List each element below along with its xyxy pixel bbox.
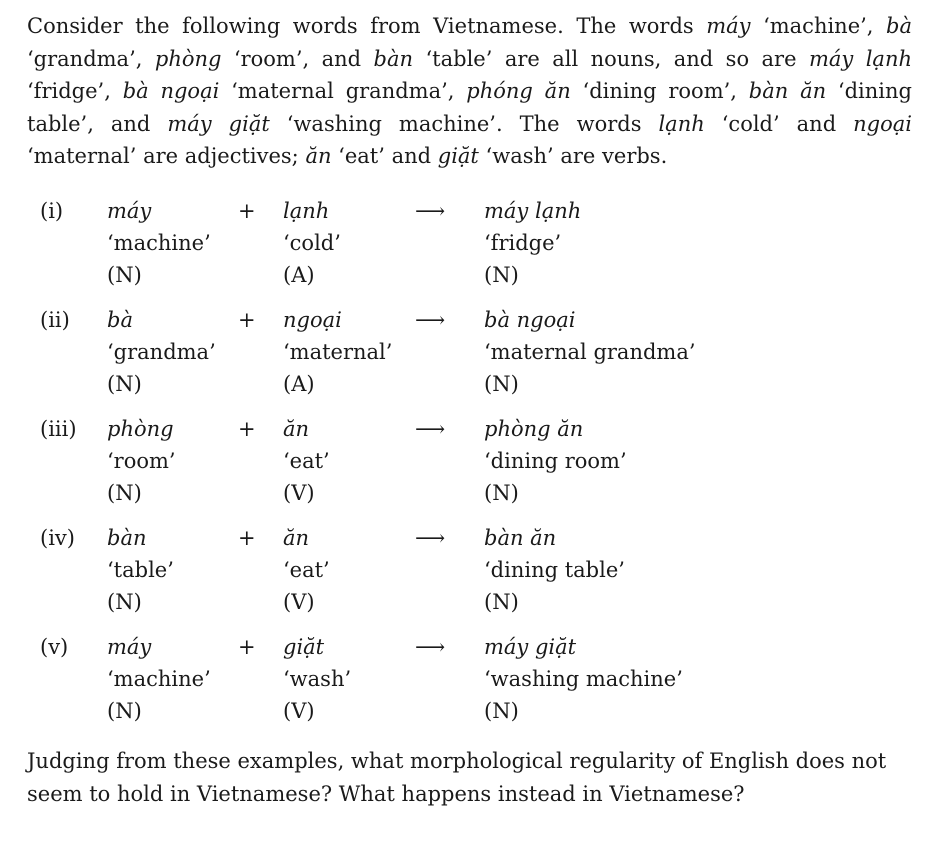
first-word: máy [107, 634, 152, 659]
vietnamese-word: ngoại [853, 111, 912, 136]
intro-text: ‘maternal grandma’, [219, 79, 467, 103]
second-category: (A) [283, 262, 315, 287]
first-category: (N) [107, 371, 142, 396]
first-gloss: ‘table’ [107, 557, 174, 582]
compound-category: (N) [484, 262, 519, 287]
first-category: (N) [107, 589, 142, 614]
intro-text: ‘eat’ and [331, 144, 438, 168]
first-gloss: ‘grandma’ [107, 339, 216, 364]
example-number: (i) [40, 198, 64, 223]
second-word: ngoại [283, 307, 342, 332]
intro-text: ‘washing machine’. The words [269, 111, 659, 136]
example-i [27, 195, 912, 304]
second-category: (V) [283, 480, 315, 505]
arrow-icon: ⟶ [415, 416, 446, 441]
vietnamese-word: bà [886, 14, 912, 38]
compound-gloss: ‘maternal grandma’ [484, 339, 696, 364]
arrow-icon: ⟶ [415, 634, 446, 659]
example-gloss-line [27, 227, 912, 259]
second-gloss: ‘cold’ [283, 230, 341, 255]
vietnamese-word: giặt [437, 144, 479, 168]
example-number: (iii) [40, 416, 77, 441]
first-category: (N) [107, 480, 142, 505]
intro-text: ‘cold’ and [704, 111, 854, 136]
first-gloss: ‘room’ [107, 448, 176, 473]
intro-text: Consider the following words from Vietnamese. The words [27, 14, 707, 38]
arrow-icon: ⟶ [415, 307, 446, 332]
example-category-line [27, 477, 912, 509]
example-gloss-line [27, 554, 912, 586]
example-v [27, 631, 912, 740]
first-word: bà [107, 307, 133, 332]
intro-text: ‘machine’, [750, 14, 887, 38]
plus-sign: + [238, 307, 256, 332]
example-ii [27, 304, 912, 413]
examples-list [27, 195, 912, 740]
vietnamese-word: bà ngoại [122, 79, 220, 103]
second-category: (V) [283, 698, 315, 723]
first-gloss: ‘machine’ [107, 230, 211, 255]
example-number: (iv) [40, 525, 75, 550]
intro-text: ‘maternal’ are adjectives; [27, 144, 306, 168]
example-gloss-line [27, 663, 912, 695]
example-gloss-line [27, 445, 912, 477]
example-word-line [27, 195, 912, 227]
intro-text: ‘dining room’, [570, 79, 749, 103]
arrow-icon: ⟶ [415, 525, 446, 550]
second-word: ăn [283, 525, 310, 550]
first-word: phòng [107, 416, 174, 441]
second-word: giặt [283, 634, 325, 659]
first-category: (N) [107, 698, 142, 723]
example-iv [27, 522, 912, 631]
intro-text: ‘grandma’, [27, 46, 155, 71]
compound-category: (N) [484, 589, 519, 614]
intro-text: ‘dining table’, and [27, 79, 912, 136]
plus-sign: + [238, 634, 256, 659]
example-word-line [27, 413, 912, 445]
arrow-icon: ⟶ [415, 198, 446, 223]
second-gloss: ‘wash’ [283, 666, 352, 691]
example-category-line [27, 259, 912, 291]
intro-paragraph [27, 10, 912, 173]
second-category: (A) [283, 371, 315, 396]
vietnamese-word: ăn [305, 144, 332, 168]
example-word-line [27, 522, 912, 554]
second-gloss: ‘eat’ [283, 557, 330, 582]
example-word-line [27, 304, 912, 336]
vietnamese-word: phòng [154, 46, 222, 71]
first-category: (N) [107, 262, 142, 287]
intro-text: ‘wash’ are verbs. [478, 144, 668, 168]
vietnamese-word: lạnh [658, 111, 705, 136]
compound-category: (N) [484, 371, 519, 396]
example-word-line [27, 631, 912, 663]
plus-sign: + [238, 198, 256, 223]
plus-sign: + [238, 525, 256, 550]
compound-category: (N) [484, 698, 519, 723]
second-word: ăn [283, 416, 310, 441]
first-gloss: ‘machine’ [107, 666, 211, 691]
vietnamese-word: phóng ăn [466, 79, 571, 103]
compound-word: phòng ăn [484, 416, 584, 441]
compound-gloss: ‘dining table’ [484, 557, 625, 582]
first-word: bàn [107, 525, 147, 550]
intro-text: ‘fridge’, [27, 79, 123, 103]
vietnamese-word: bàn [373, 46, 414, 71]
example-gloss-line [27, 336, 912, 368]
example-category-line [27, 586, 912, 618]
compound-gloss: ‘fridge’ [484, 230, 562, 255]
intro-text: ‘table’ are all nouns, and so are [413, 46, 809, 71]
second-word: lạnh [283, 198, 330, 223]
compound-word: máy lạnh [484, 198, 582, 223]
second-gloss: ‘eat’ [283, 448, 330, 473]
vietnamese-word: máy lạnh [808, 46, 912, 71]
vietnamese-word: máy giặt [167, 111, 270, 136]
second-category: (V) [283, 589, 315, 614]
intro-text: ‘room’, and [221, 46, 374, 71]
compound-word: bàn ăn [484, 525, 557, 550]
example-category-line [27, 368, 912, 400]
second-gloss: ‘maternal’ [283, 339, 393, 364]
vietnamese-word: máy [706, 14, 751, 38]
example-iii [27, 413, 912, 522]
compound-gloss: ‘washing machine’ [484, 666, 683, 691]
compound-word: bà ngoại [484, 307, 576, 332]
question-paragraph: Judging from these examples, what morphological regularity of English does not seem to hold in Vietnamese? What happens instead in Vietnamese? [27, 749, 887, 806]
compound-gloss: ‘dining room’ [484, 448, 627, 473]
compound-category: (N) [484, 480, 519, 505]
plus-sign: + [238, 416, 256, 441]
example-number: (v) [40, 634, 69, 659]
example-category-line [27, 695, 912, 727]
vietnamese-word: bàn ăn [748, 79, 827, 103]
compound-word: máy giặt [484, 634, 577, 659]
example-number: (ii) [40, 307, 70, 332]
first-word: máy [107, 198, 152, 223]
